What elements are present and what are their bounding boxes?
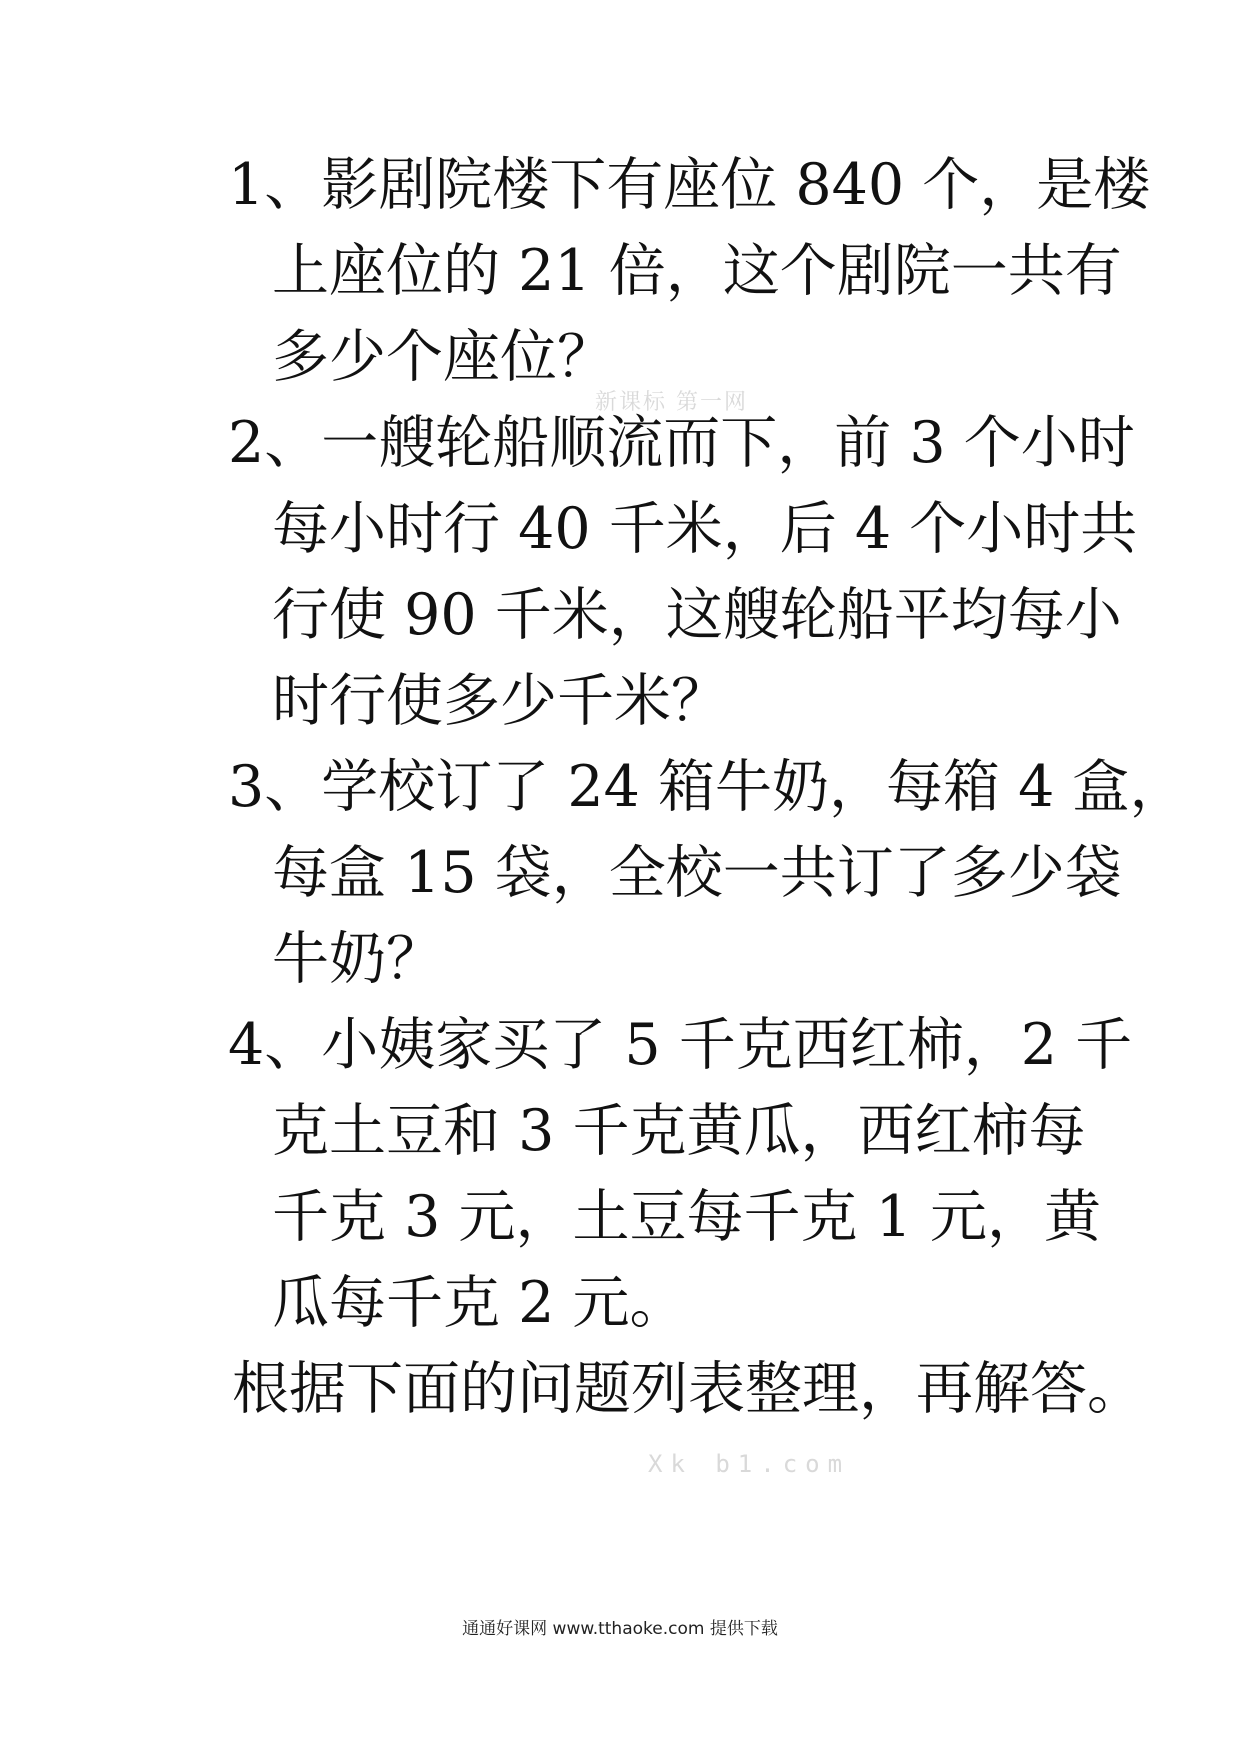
problem-4-line-3: 千克 3 元，土豆每千克 1 元，黄	[272, 1184, 1102, 1250]
problem-3-line-2: 每盒 15 袋，全校一共订了多少袋	[272, 840, 1122, 906]
watermark-xinkebiao: 新课标 第一网	[595, 390, 748, 415]
problem-1-line-3: 多少个座位？	[272, 324, 614, 390]
closing-instruction: 根据下面的问题列表整理，再解答。	[232, 1356, 1144, 1422]
problem-2-line-3: 行使 90 千米，这艘轮船平均每小	[272, 582, 1122, 648]
problem-4-line-4: 瓜每千克 2 元。	[272, 1270, 687, 1336]
problem-3-line-1: 3、学校订了 24 箱牛奶，每箱 4 盒，	[228, 754, 1187, 820]
problem-4-line-2: 克土豆和 3 千克黄瓜，西红柿每	[272, 1098, 1086, 1164]
problem-2-line-4: 时行使多少千米？	[272, 668, 728, 734]
problem-1-line-1: 1、影剧院楼下有座位 840 个，是楼	[228, 152, 1151, 218]
problem-1-line-2: 上座位的 21 倍，这个剧院一共有	[272, 238, 1122, 304]
problem-2-line-2: 每小时行 40 千米，后 4 个小时共	[272, 496, 1138, 562]
problem-2-line-1: 2、一艘轮船顺流而下，前 3 个小时	[228, 410, 1135, 476]
watermark-xkb1: Xk b1.com	[648, 1450, 851, 1478]
problem-4-line-1: 4、小姨家买了 5 千克西红柿，2 千	[228, 1012, 1133, 1078]
problem-3-line-3: 牛奶？	[272, 926, 443, 992]
page-footer: 通通好课网 www.tthaoke.com 提供下载	[462, 1619, 778, 1639]
